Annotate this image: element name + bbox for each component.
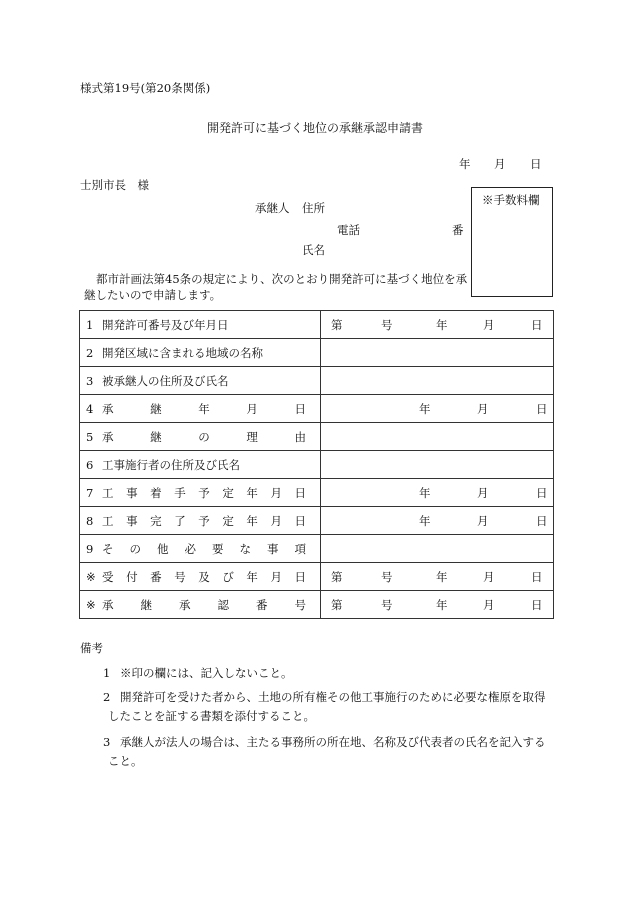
remark-number: 3 <box>103 735 111 749</box>
date-day-label: 日 <box>530 157 542 171</box>
value-word-month: 月 <box>483 317 495 332</box>
value-template <box>321 479 553 506</box>
remark-note <box>103 664 553 683</box>
remark-note <box>103 688 553 726</box>
row-label <box>80 597 320 613</box>
row-number: 3 <box>86 373 94 388</box>
row-label-text: そ の 他 必 要 な 事 項 <box>102 541 306 556</box>
row-label-cell <box>80 339 321 367</box>
row-value-cell[interactable] <box>321 367 554 395</box>
value-word-year: 年 <box>419 401 431 416</box>
value-word-month: 月 <box>483 597 495 612</box>
row-label <box>80 485 320 501</box>
row-number: 7 <box>86 485 94 500</box>
row-number: 1 <box>86 317 94 332</box>
table-row <box>80 535 554 563</box>
row-number: ※ <box>86 569 96 584</box>
value-template <box>321 507 553 534</box>
table-row <box>80 451 554 479</box>
table-row <box>80 423 554 451</box>
value-word-day: 日 <box>531 597 543 612</box>
row-label-cell <box>80 367 321 395</box>
value-word-day: 日 <box>531 569 543 584</box>
value-word-year: 年 <box>436 569 448 584</box>
row-label-text: 開発区域に含まれる地域の名称 <box>102 345 263 360</box>
value-word-day: 日 <box>536 513 548 528</box>
applicant-phone-label: 電話 <box>337 223 360 237</box>
value-word-day: 日 <box>531 317 543 332</box>
date-month-label: 月 <box>494 157 506 171</box>
row-value-cell[interactable] <box>321 311 554 339</box>
row-label-cell <box>80 507 321 535</box>
row-label <box>80 569 320 585</box>
value-word-go: 号 <box>381 317 393 332</box>
row-value-cell[interactable] <box>321 423 554 451</box>
applicant-address-label: 住所 <box>302 201 325 215</box>
statement-line-2: 継したいので申請します。 <box>84 288 222 302</box>
row-label-text: 工 事 着 手 予 定 年 月 日 <box>102 485 306 500</box>
row-number: 6 <box>86 457 94 472</box>
row-label-text: 開発許可番号及び年月日 <box>102 317 229 332</box>
row-value-cell[interactable] <box>321 395 554 423</box>
row-label-text: 工 事 完 了 予 定 年 月 日 <box>102 513 306 528</box>
row-label <box>80 541 320 557</box>
row-label <box>80 373 320 389</box>
table-row <box>80 563 554 591</box>
row-value-cell[interactable] <box>321 507 554 535</box>
row-label <box>80 429 320 445</box>
row-label-cell <box>80 395 321 423</box>
row-value-cell[interactable] <box>321 479 554 507</box>
value-word-dai: 第 <box>331 569 343 584</box>
applicant-phone-suffix: 番 <box>452 223 464 237</box>
applicant-name-label: 氏名 <box>302 243 325 257</box>
remark-note <box>103 733 553 771</box>
value-word-month: 月 <box>483 569 495 584</box>
row-label-cell <box>80 535 321 563</box>
remark-number: 2 <box>103 690 111 704</box>
row-label-cell <box>80 479 321 507</box>
remark-text-continued: こと。 <box>108 754 143 768</box>
row-label <box>80 457 320 473</box>
row-number: 5 <box>86 429 94 444</box>
remarks-title: 備考 <box>80 641 103 655</box>
addressee: 士別市長 様 <box>80 178 149 192</box>
row-value-cell[interactable] <box>321 339 554 367</box>
row-value-cell[interactable] <box>321 535 554 563</box>
row-value-cell[interactable] <box>321 563 554 591</box>
row-label-cell <box>80 451 321 479</box>
document-title: 開発許可に基づく地位の承継承認申請書 <box>206 121 423 135</box>
remark-text: 承継人が法人の場合は、主たる事務所の所在地、名称及び代表者の氏名を記入する <box>120 735 546 749</box>
value-word-day: 日 <box>536 401 548 416</box>
row-number: 8 <box>86 513 94 528</box>
value-template <box>321 395 553 422</box>
value-word-month: 月 <box>477 401 489 416</box>
row-label <box>80 513 320 529</box>
remark-text-continued: したことを証する書類を添付すること。 <box>108 709 315 723</box>
fee-box-label: ※手数料欄 <box>482 193 540 207</box>
applicant-role-label: 承継人 <box>255 201 290 215</box>
application-table <box>79 310 554 619</box>
value-word-dai: 第 <box>331 597 343 612</box>
value-word-go: 号 <box>381 569 393 584</box>
remark-text: ※印の欄には、記入しないこと。 <box>120 666 293 680</box>
row-label-cell <box>80 591 321 619</box>
table-row <box>80 311 554 339</box>
value-template <box>321 311 553 338</box>
row-label-text: 受 付 番 号 及 び 年 月 日 <box>102 569 306 584</box>
row-label <box>80 317 320 333</box>
date-year-label: 年 <box>459 157 471 171</box>
value-word-go: 号 <box>381 597 393 612</box>
value-template <box>321 563 553 590</box>
value-word-day: 日 <box>536 485 548 500</box>
table-row <box>80 339 554 367</box>
row-label-text: 承 継 年 月 日 <box>102 401 306 416</box>
value-word-year: 年 <box>419 485 431 500</box>
row-value-cell[interactable] <box>321 451 554 479</box>
row-label-text: 承 継 承 認 番 号 <box>102 597 306 612</box>
value-word-month: 月 <box>477 513 489 528</box>
value-word-month: 月 <box>477 485 489 500</box>
row-number: 9 <box>86 541 94 556</box>
row-number: 2 <box>86 345 94 360</box>
row-label-text: 承 継 の 理 由 <box>102 429 306 444</box>
row-number: 4 <box>86 401 94 416</box>
row-label <box>80 401 320 417</box>
table-row <box>80 591 554 619</box>
row-number: ※ <box>86 597 96 612</box>
remark-text: 開発許可を受けた者から、土地の所有権その他工事施行のために必要な権原を取得 <box>120 690 546 704</box>
row-value-cell[interactable] <box>321 591 554 619</box>
value-word-year: 年 <box>419 513 431 528</box>
row-label-text: 工事施行者の住所及び氏名 <box>102 457 240 472</box>
row-label-cell <box>80 563 321 591</box>
row-label-text: 被承継人の住所及び氏名 <box>102 373 229 388</box>
table-row <box>80 367 554 395</box>
value-word-year: 年 <box>436 317 448 332</box>
value-word-dai: 第 <box>331 317 343 332</box>
row-label <box>80 345 320 361</box>
statement-line-1: 都市計画法第45条の規定により、次のとおり開発許可に基づく地位を承 <box>96 272 468 286</box>
row-label-cell <box>80 423 321 451</box>
remark-number: 1 <box>103 666 111 680</box>
value-template <box>321 591 553 618</box>
form-number: 様式第19号(第20条関係) <box>80 81 211 95</box>
table-row <box>80 507 554 535</box>
row-label-cell <box>80 311 321 339</box>
table-row <box>80 479 554 507</box>
table-row <box>80 395 554 423</box>
value-word-year: 年 <box>436 597 448 612</box>
